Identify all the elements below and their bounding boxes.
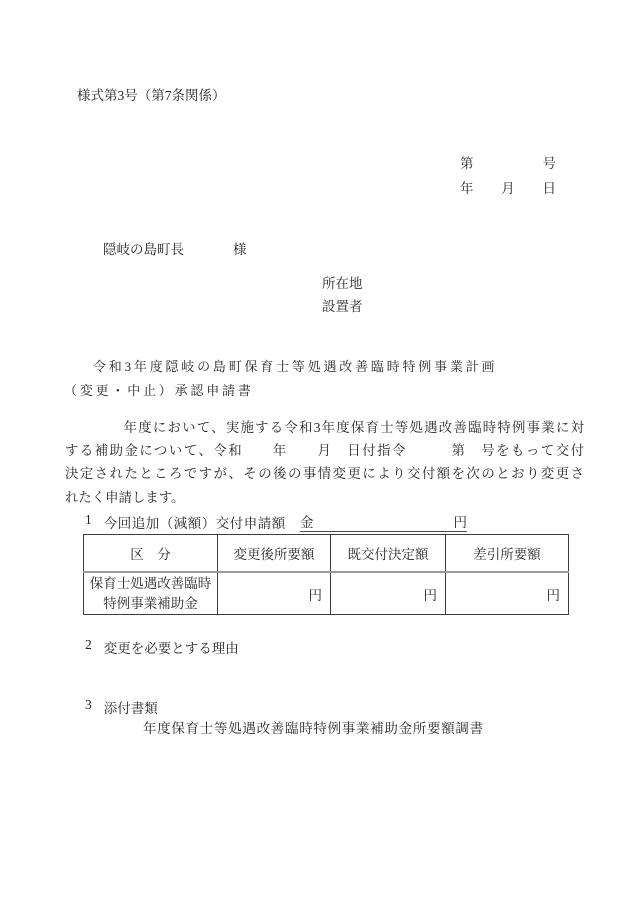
doc-number-prefix: 第 bbox=[460, 156, 474, 171]
body-line-2: する補助金について、令和 年 月 日付指令 第 号をもって交付 bbox=[65, 443, 584, 459]
item-2-label: 変更を必要とする理由 bbox=[103, 641, 239, 656]
sender-block bbox=[322, 272, 363, 318]
date-year-label: 年 bbox=[460, 181, 474, 196]
sender-address-label: 所在地 bbox=[322, 276, 363, 291]
item-3-label: 添付書類 bbox=[103, 701, 158, 716]
date-line bbox=[460, 177, 556, 197]
body-line-4: れたく申請します。 bbox=[65, 489, 185, 505]
item-2-number: 2 bbox=[85, 637, 92, 652]
amounts-table bbox=[83, 534, 569, 615]
date-day-label: 日 bbox=[542, 181, 556, 196]
form-number-label: 様式第3号（第7条関係） bbox=[77, 88, 226, 103]
addressee-honorific: 様 bbox=[233, 242, 247, 257]
table-header-revised-amount: 変更後所要額 bbox=[218, 535, 331, 573]
doc-number-line bbox=[460, 152, 556, 172]
doc-number-suffix: 号 bbox=[542, 156, 556, 171]
table-cell-category bbox=[84, 572, 218, 615]
table-cell-revised-amount: 円 bbox=[218, 572, 331, 615]
item-1-number: 1 bbox=[85, 512, 92, 527]
amount-blank-field bbox=[300, 511, 467, 532]
table-cell-granted-amount: 円 bbox=[331, 572, 446, 615]
body-line-3: 決定されたところですが、その後の事情変更により交付額を次のとおり変更さ bbox=[65, 466, 584, 482]
document-title-line1: 令和3年度隠岐の島町保育士等処遇改善臨時特例事業計画 bbox=[93, 359, 498, 374]
addressee-line bbox=[103, 238, 247, 258]
table-header-granted-amount: 既交付決定額 bbox=[331, 535, 446, 573]
amount-prefix-label: 金 bbox=[300, 515, 314, 530]
body-paragraph bbox=[65, 416, 584, 509]
table-cell-difference: 円 bbox=[446, 572, 569, 615]
sender-founder-label: 設置者 bbox=[322, 299, 363, 314]
category-line1: 保育士処遇改善臨時 bbox=[89, 575, 212, 591]
item-1-line bbox=[85, 512, 286, 532]
document-title-line2: （変更・中止）承認申請書 bbox=[64, 383, 254, 398]
body-line-1: 年度において、実施する令和3年度保育士等処遇改善臨時特例事業に対 bbox=[65, 420, 584, 435]
category-line2: 特例事業補助金 bbox=[103, 595, 198, 611]
table-header-row bbox=[84, 535, 569, 573]
item-3-number: 3 bbox=[85, 697, 92, 712]
date-month-label: 月 bbox=[501, 181, 515, 196]
item-1-label: 今回追加（減額）交付申請額 bbox=[103, 516, 286, 531]
item-3-line bbox=[85, 697, 158, 717]
attachment-document-name: 年度保育士等処遇改善臨時特例事業補助金所要額調書 bbox=[143, 721, 484, 736]
item-2-line bbox=[85, 637, 239, 657]
addressee-name: 隠岐の島町長 bbox=[103, 242, 184, 257]
table-header-difference: 差引所要額 bbox=[446, 535, 569, 573]
amount-unit-label: 円 bbox=[453, 515, 467, 530]
table-row bbox=[84, 572, 569, 615]
table-header-category: 区 分 bbox=[84, 535, 218, 573]
